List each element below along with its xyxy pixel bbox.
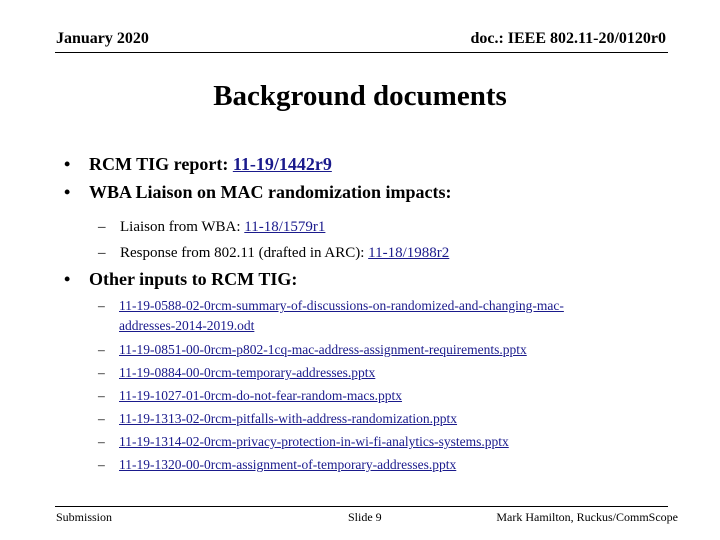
sub-bullet-text: Response from 802.11 (drafted in ARC): (120, 245, 369, 261)
doc-link[interactable]: 11-19-0588-02-0rcm-summary-of-discussions-on-randomized-and-changing-mac- (119, 298, 564, 313)
sub-bullet-text: Liaison from WBA: (120, 219, 245, 235)
bullet-icon: • (64, 154, 71, 174)
bullet-icon: • (64, 269, 71, 289)
dash-icon: – (98, 434, 105, 449)
dash-icon: – (98, 365, 105, 380)
doc-link[interactable]: 11-19-0884-00-0rcm-temporary-addresses.pptx (119, 365, 376, 380)
doc-link[interactable]: 11-19-1314-02-0rcm-privacy-protection-in-wi-fi-analytics-systems.pptx (119, 434, 509, 449)
footer-author: Mark Hamilton, Ruckus/CommScope (496, 510, 678, 524)
doc-link[interactable]: 11-19-0851-00-0rcm-p802-1cq-mac-address-assignment-requirements.pptx (119, 342, 527, 357)
dash-icon: – (98, 342, 105, 357)
bullet-text: WBA Liaison on MAC randomization impacts: (89, 182, 452, 202)
doc-link-1579r1[interactable]: 11-18/1579r1 (244, 219, 326, 235)
dash-icon: – (98, 298, 105, 313)
header-rule (55, 52, 668, 53)
doc-link[interactable]: 11-19-1027-01-0rcm-do-not-fear-random-macs.pptx (119, 388, 403, 403)
dash-icon: – (98, 411, 105, 426)
doc-link[interactable]: 11-19-1320-00-0rcm-assignment-of-temporary-addresses.pptx (119, 457, 457, 472)
footer-slide-number: Slide 9 (348, 510, 382, 524)
doc-link-1988r2[interactable]: 11-18/1988r2 (368, 245, 450, 261)
doc-link[interactable]: addresses-2014-2019.odt (119, 318, 255, 333)
dash-icon: – (98, 388, 105, 403)
doc-link-1442r9[interactable]: 11-19/1442r9 (232, 154, 332, 174)
footer-submission: Submission (56, 510, 113, 524)
dash-icon: – (98, 245, 106, 261)
bullet-icon: • (64, 182, 71, 202)
header-doc-id: doc.: IEEE 802.11-20/0120r0 (470, 30, 666, 47)
header-date: January 2020 (56, 30, 149, 47)
bullet-text: RCM TIG report: (89, 154, 233, 174)
dash-icon: – (98, 457, 105, 472)
footer-rule (55, 506, 668, 507)
bullet-text: Other inputs to RCM TIG: (89, 269, 298, 289)
doc-link[interactable]: 11-19-1313-02-0rcm-pitfalls-with-address-randomization.pptx (119, 411, 458, 426)
dash-icon: – (98, 219, 106, 235)
slide-title: Background documents (213, 80, 507, 112)
